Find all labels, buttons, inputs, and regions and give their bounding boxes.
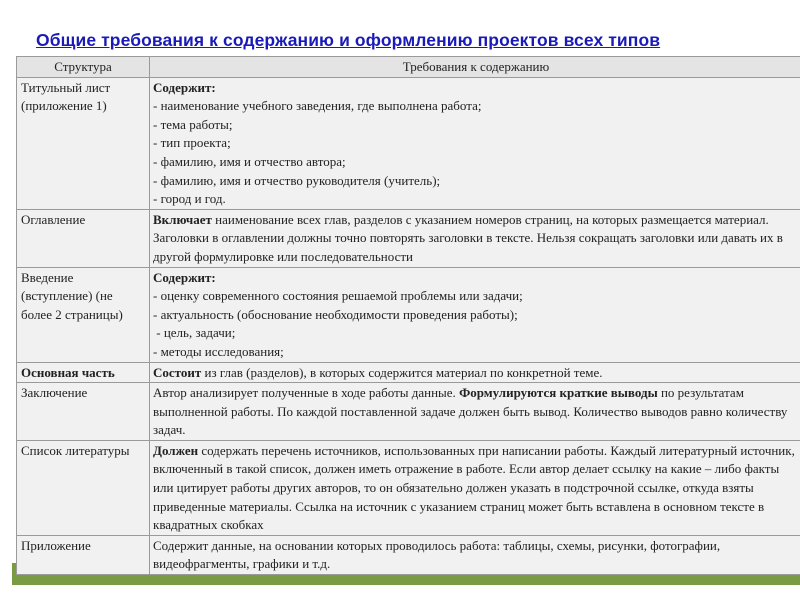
list-item: - наименование учебного заведения, где выполнена работа; — [153, 98, 482, 114]
list-item: - методы исследования; — [153, 343, 284, 359]
row-lead: Содержит: — [153, 269, 216, 285]
table-row — [17, 535, 800, 574]
table-row — [17, 362, 800, 383]
row-lead: Формулируются краткие выводы — [459, 385, 658, 401]
row-lead: Содержит: — [153, 79, 216, 95]
row-text: из глав (разделов), в которых содержится материал по конкретной теме. — [201, 364, 603, 380]
list-item: - актуальность (обоснование необходимости проведения работы); — [153, 306, 518, 322]
column-header-structure: Структура — [17, 57, 150, 78]
list-item: - фамилию, имя и отчество руководителя (учитель); — [153, 172, 441, 188]
row-content — [150, 440, 800, 535]
list-item: - фамилию, имя и отчество автора; — [153, 153, 346, 169]
table-row — [17, 440, 800, 535]
row-content — [150, 535, 800, 574]
row-name: Введение (вступление) (не более 2 страницы) — [17, 267, 150, 362]
row-content — [150, 362, 800, 383]
row-lead: Должен — [153, 442, 199, 458]
table-row — [17, 77, 800, 209]
row-text: наименование всех глав, разделов с указанием номеров страниц, на которых размещается материал. Заголовки в оглавлении должны точно повторять заголовки в тексте. Нельзя сокращать заголовки или давать их в другой формулировке или последовательности — [153, 211, 783, 264]
table-row — [17, 383, 800, 441]
row-text: Содержит данные, на основании которых проводилось работа: таблицы, схемы, рисунки, фотографии, видеофрагменты, графики и т.д. — [153, 537, 721, 572]
list-item: - город и год. — [153, 191, 226, 207]
row-lead: Включает — [153, 211, 212, 227]
column-header-requirements: Требования к содержанию — [150, 57, 800, 78]
list-item: - тема работы; — [153, 116, 233, 132]
table-row — [17, 209, 800, 267]
row-content — [150, 267, 800, 362]
row-text: содержать перечень источников, использованных при написании работы. Каждый литературный источник, включенный в такой список, должен иметь отражение в работе. Если автор делает ссылку на какие – либо факты или цитирует работы других авторов, то он обязательно должен указать в подстрочной ссылке, откуда взяты приведенные материалы. Ссылка на источник с указанием страниц может быть вставлена в основном тексте в квадратных скобках — [153, 442, 795, 533]
row-content — [150, 209, 800, 267]
list-item: - цель, задачи; — [153, 325, 236, 341]
row-lead: Состоит — [153, 364, 202, 380]
row-text: по результатам выполненной работы. По каждой поставленной задаче должен быть вывод. Количество выводов равно количеству задач. — [153, 385, 788, 438]
table-header-row — [17, 57, 800, 78]
row-name: Оглавление — [17, 209, 150, 267]
row-content — [150, 383, 800, 441]
row-pre-text: Автор анализирует полученные в ходе работы данные. — [153, 385, 460, 401]
row-name: Заключение — [17, 383, 150, 441]
table-row — [17, 267, 800, 362]
row-name: Основная часть — [17, 362, 150, 383]
requirements-table — [16, 56, 800, 575]
row-name: Список литературы — [17, 440, 150, 535]
row-name: Титульный лист (приложение 1) — [17, 77, 150, 209]
page-title: Общие требования к содержанию и оформлению проектов всех типов — [36, 30, 661, 50]
list-item: - тип проекта; — [153, 135, 231, 151]
list-item: - оценку современного состояния решаемой проблемы или задачи; — [153, 288, 523, 304]
row-content — [150, 77, 800, 209]
row-name: Приложение — [17, 535, 150, 574]
